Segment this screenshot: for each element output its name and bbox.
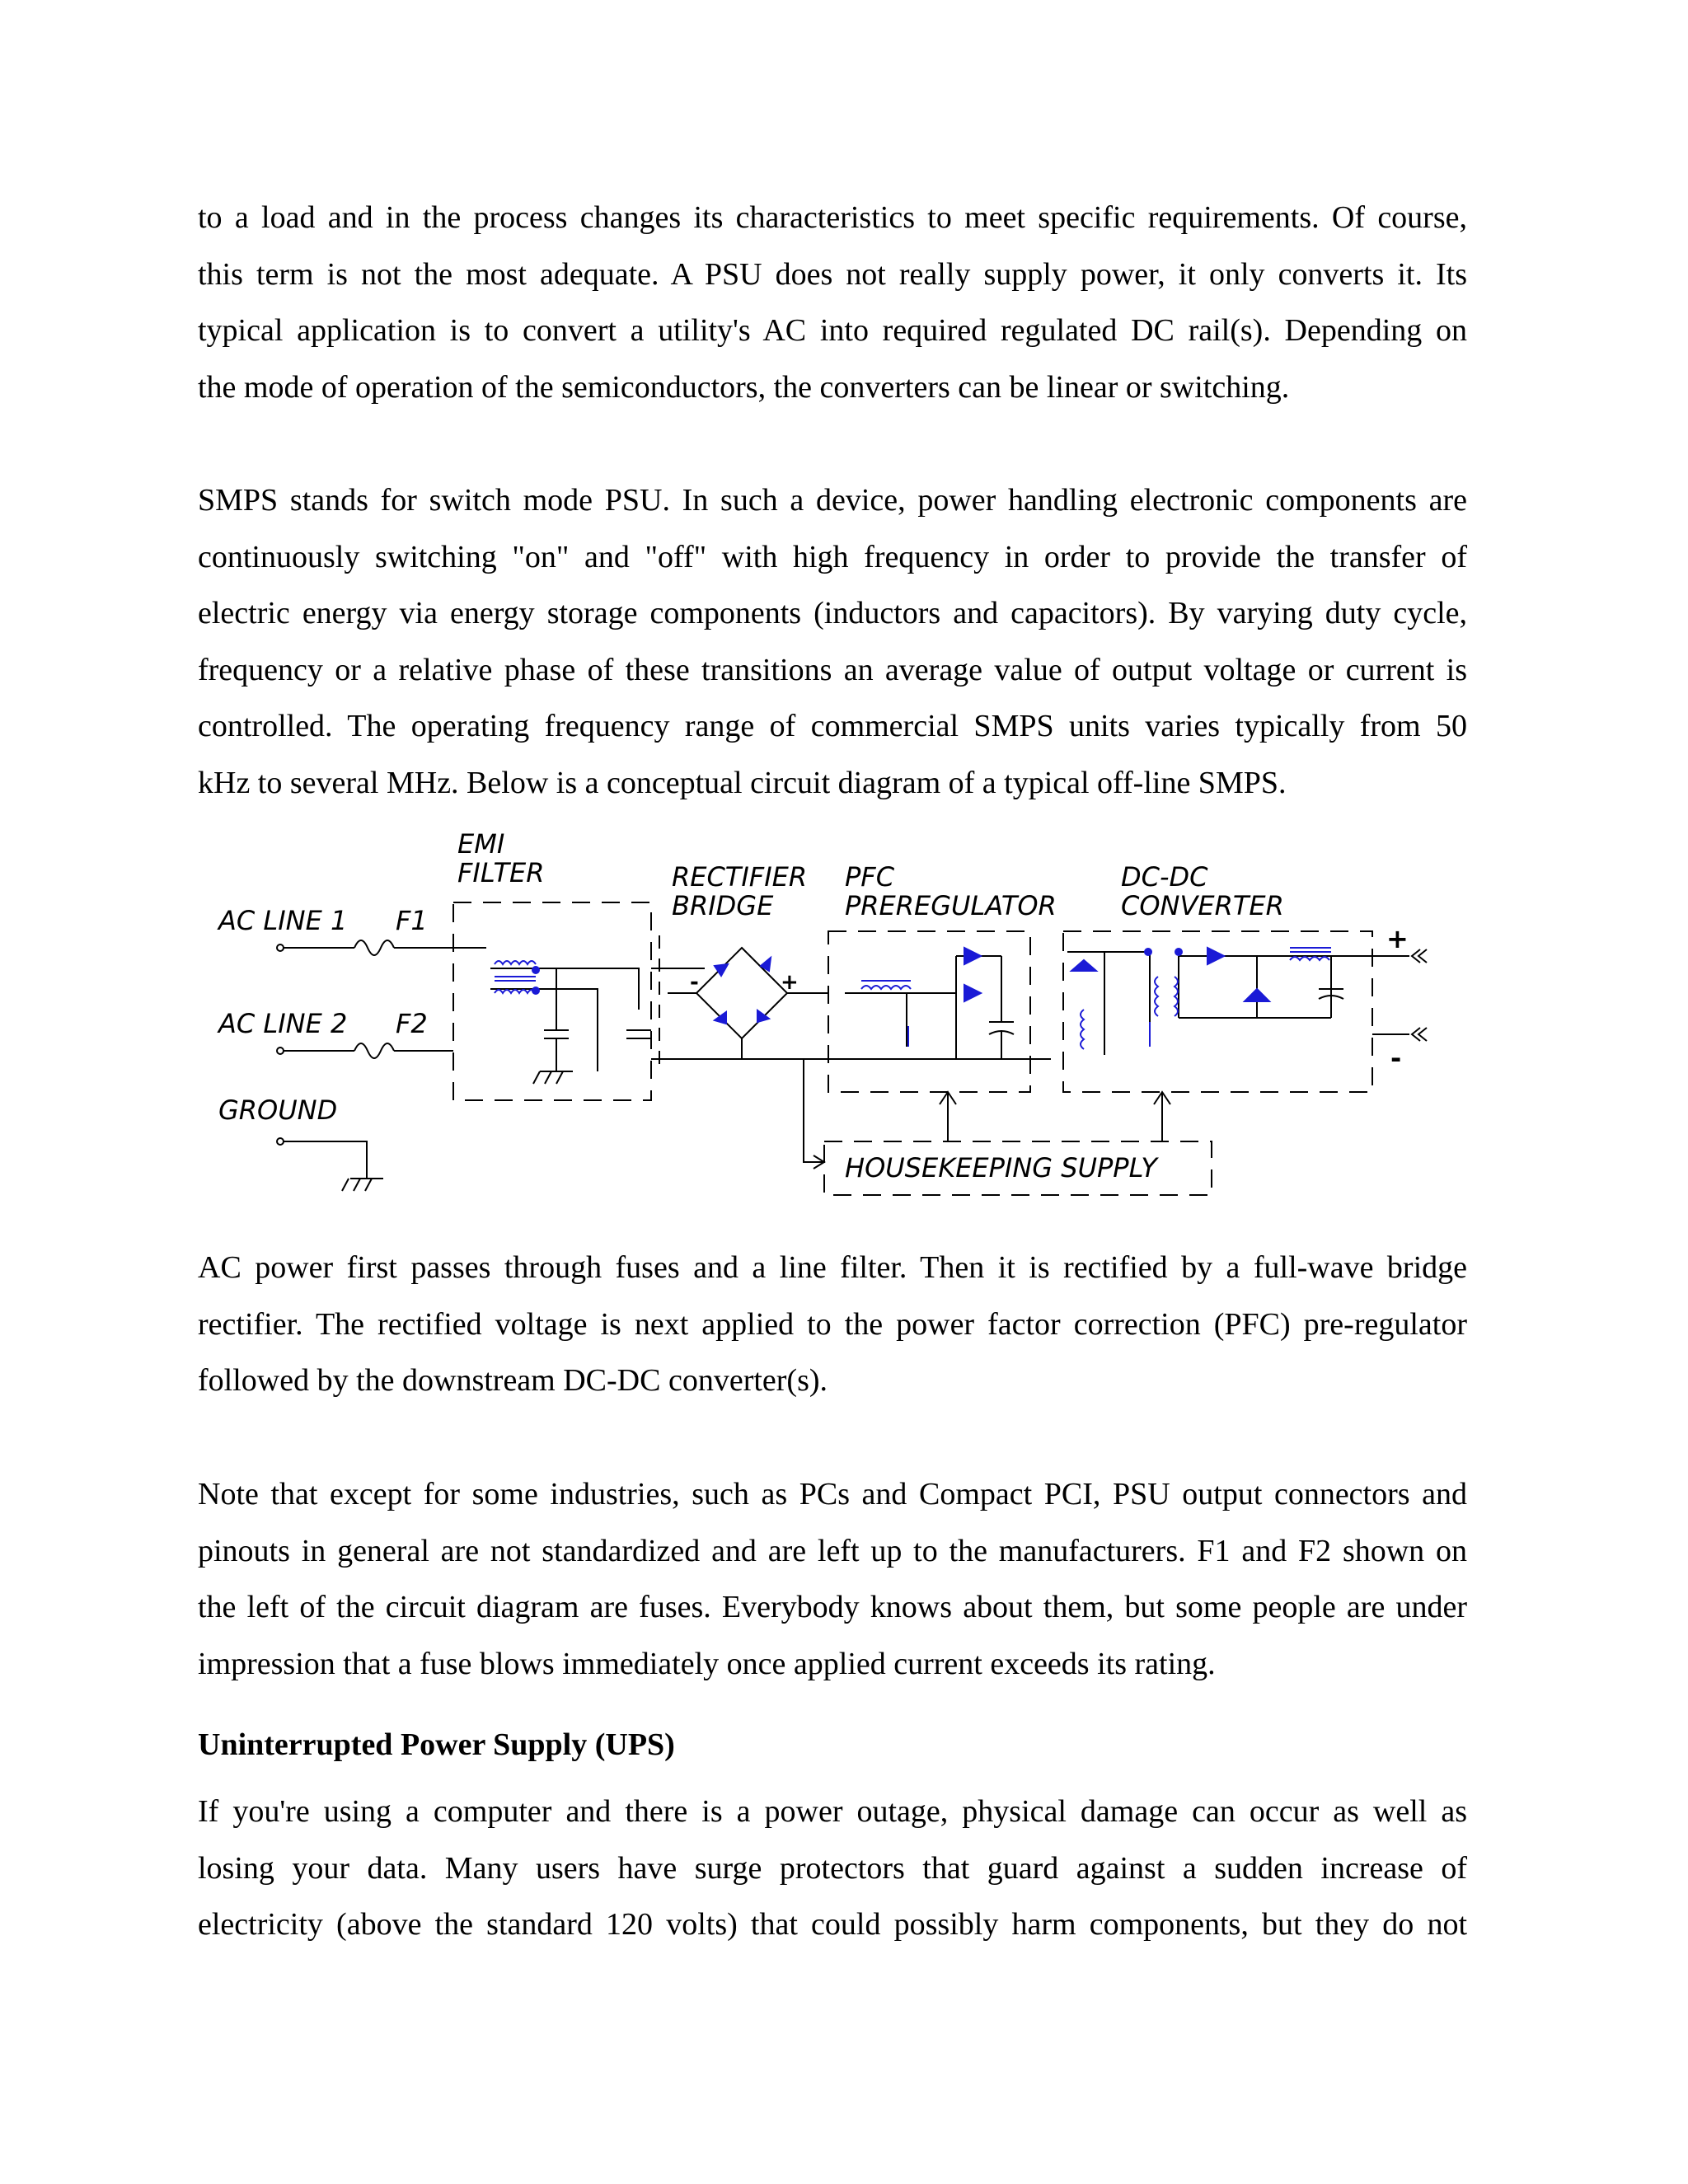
label-bridge-plus: + [781, 970, 799, 995]
smps-circuit-diagram [210, 824, 1438, 1203]
paragraph-5 [198, 1783, 1467, 1953]
label-pfc: PFC [845, 861, 895, 893]
label-ground: GROUND [218, 1094, 338, 1126]
text-line: electric energy via energy storage components (inductors and capacitors). By varying duty cycle, [198, 596, 1467, 630]
label-filter: FILTER [457, 857, 545, 888]
text-line: to a load and in the process changes its characteristics to meet specific requirements. Of course, [198, 200, 1467, 235]
text-line: frequency or a relative phase of these transitions an average value of output voltage or current is [198, 652, 1467, 687]
text-line: continuously switching "on" and "off" with high frequency in order to provide the transfer of [198, 539, 1467, 574]
label-output-minus: - [1390, 1043, 1402, 1074]
text-line: electricity (above the standard 120 volts) that could possibly harm components, but they do not [198, 1907, 1467, 1942]
text-line: pinouts in general are not standardized and are left up to the manufacturers. F1 and F2 shown on [198, 1533, 1467, 1568]
text-line: kHz to several MHz. Below is a conceptual circuit diagram of a typical off-line SMPS. [198, 765, 1287, 800]
text-line: typical application is to convert a utility's AC into required regulated DC rail(s). Depending on [198, 313, 1467, 348]
text-line: Note that except for some industries, such as PCs and Compact PCI, PSU output connectors and [198, 1477, 1467, 1511]
text-line: controlled. The operating frequency range of commercial SMPS units varies typically from 50 [198, 709, 1467, 743]
label-preregulator: PREREGULATOR [845, 890, 1057, 921]
label-emi: EMI [457, 828, 505, 860]
text-line: losing your data. Many users have surge protectors that guard against a sudden increase of [198, 1850, 1467, 1886]
label-output-plus: + [1386, 923, 1409, 954]
text-line: impression that a fuse blows immediately once applied current exceeds its rating. [198, 1646, 1216, 1681]
text-line: this term is not the most adequate. A PSU does not really supply power, it only converts it. Its [198, 256, 1467, 292]
text-line: the left of the circuit diagram are fuses. Everybody knows about them, but some people are under [198, 1590, 1467, 1624]
text-line: AC power first passes through fuses and a line filter. Then it is rectified by a full-wave bridge [198, 1250, 1467, 1285]
label-bridge: BRIDGE [672, 890, 774, 921]
label-f1: F1 [396, 905, 428, 936]
paragraph-1 [198, 190, 1467, 415]
text-line: the mode of operation of the semiconductors, the converters can be linear or switching. [198, 369, 1290, 405]
label-bridge-minus: - [690, 970, 699, 995]
text-line: followed by the downstream DC-DC converter(s). [198, 1363, 828, 1398]
text-line: rectifier. The rectified voltage is next applied to the power factor correction (PFC) pre-regulator [198, 1306, 1467, 1342]
section-heading: Uninterrupted Power Supply (UPS) [198, 1727, 675, 1762]
label-ac-line-2: AC LINE 2 [218, 1008, 348, 1039]
paragraph-4 [198, 1466, 1467, 1692]
label-converter: CONVERTER [1121, 890, 1284, 921]
text-line: If you're using a computer and there is a power outage, physical damage can occur as well as [198, 1794, 1467, 1829]
label-ac-line-1: AC LINE 1 [218, 905, 348, 936]
label-dcdc: DC-DC [1121, 861, 1208, 893]
paragraph-3 [198, 1240, 1467, 1409]
text-line: SMPS stands for switch mode PSU. In such a device, power handling electronic components are [198, 483, 1467, 518]
label-rectifier: RECTIFIER [672, 861, 808, 893]
label-f2: F2 [396, 1008, 428, 1039]
paragraph-2 [198, 472, 1467, 811]
label-housekeeping: HOUSEKEEPING SUPPLY [845, 1152, 1157, 1183]
